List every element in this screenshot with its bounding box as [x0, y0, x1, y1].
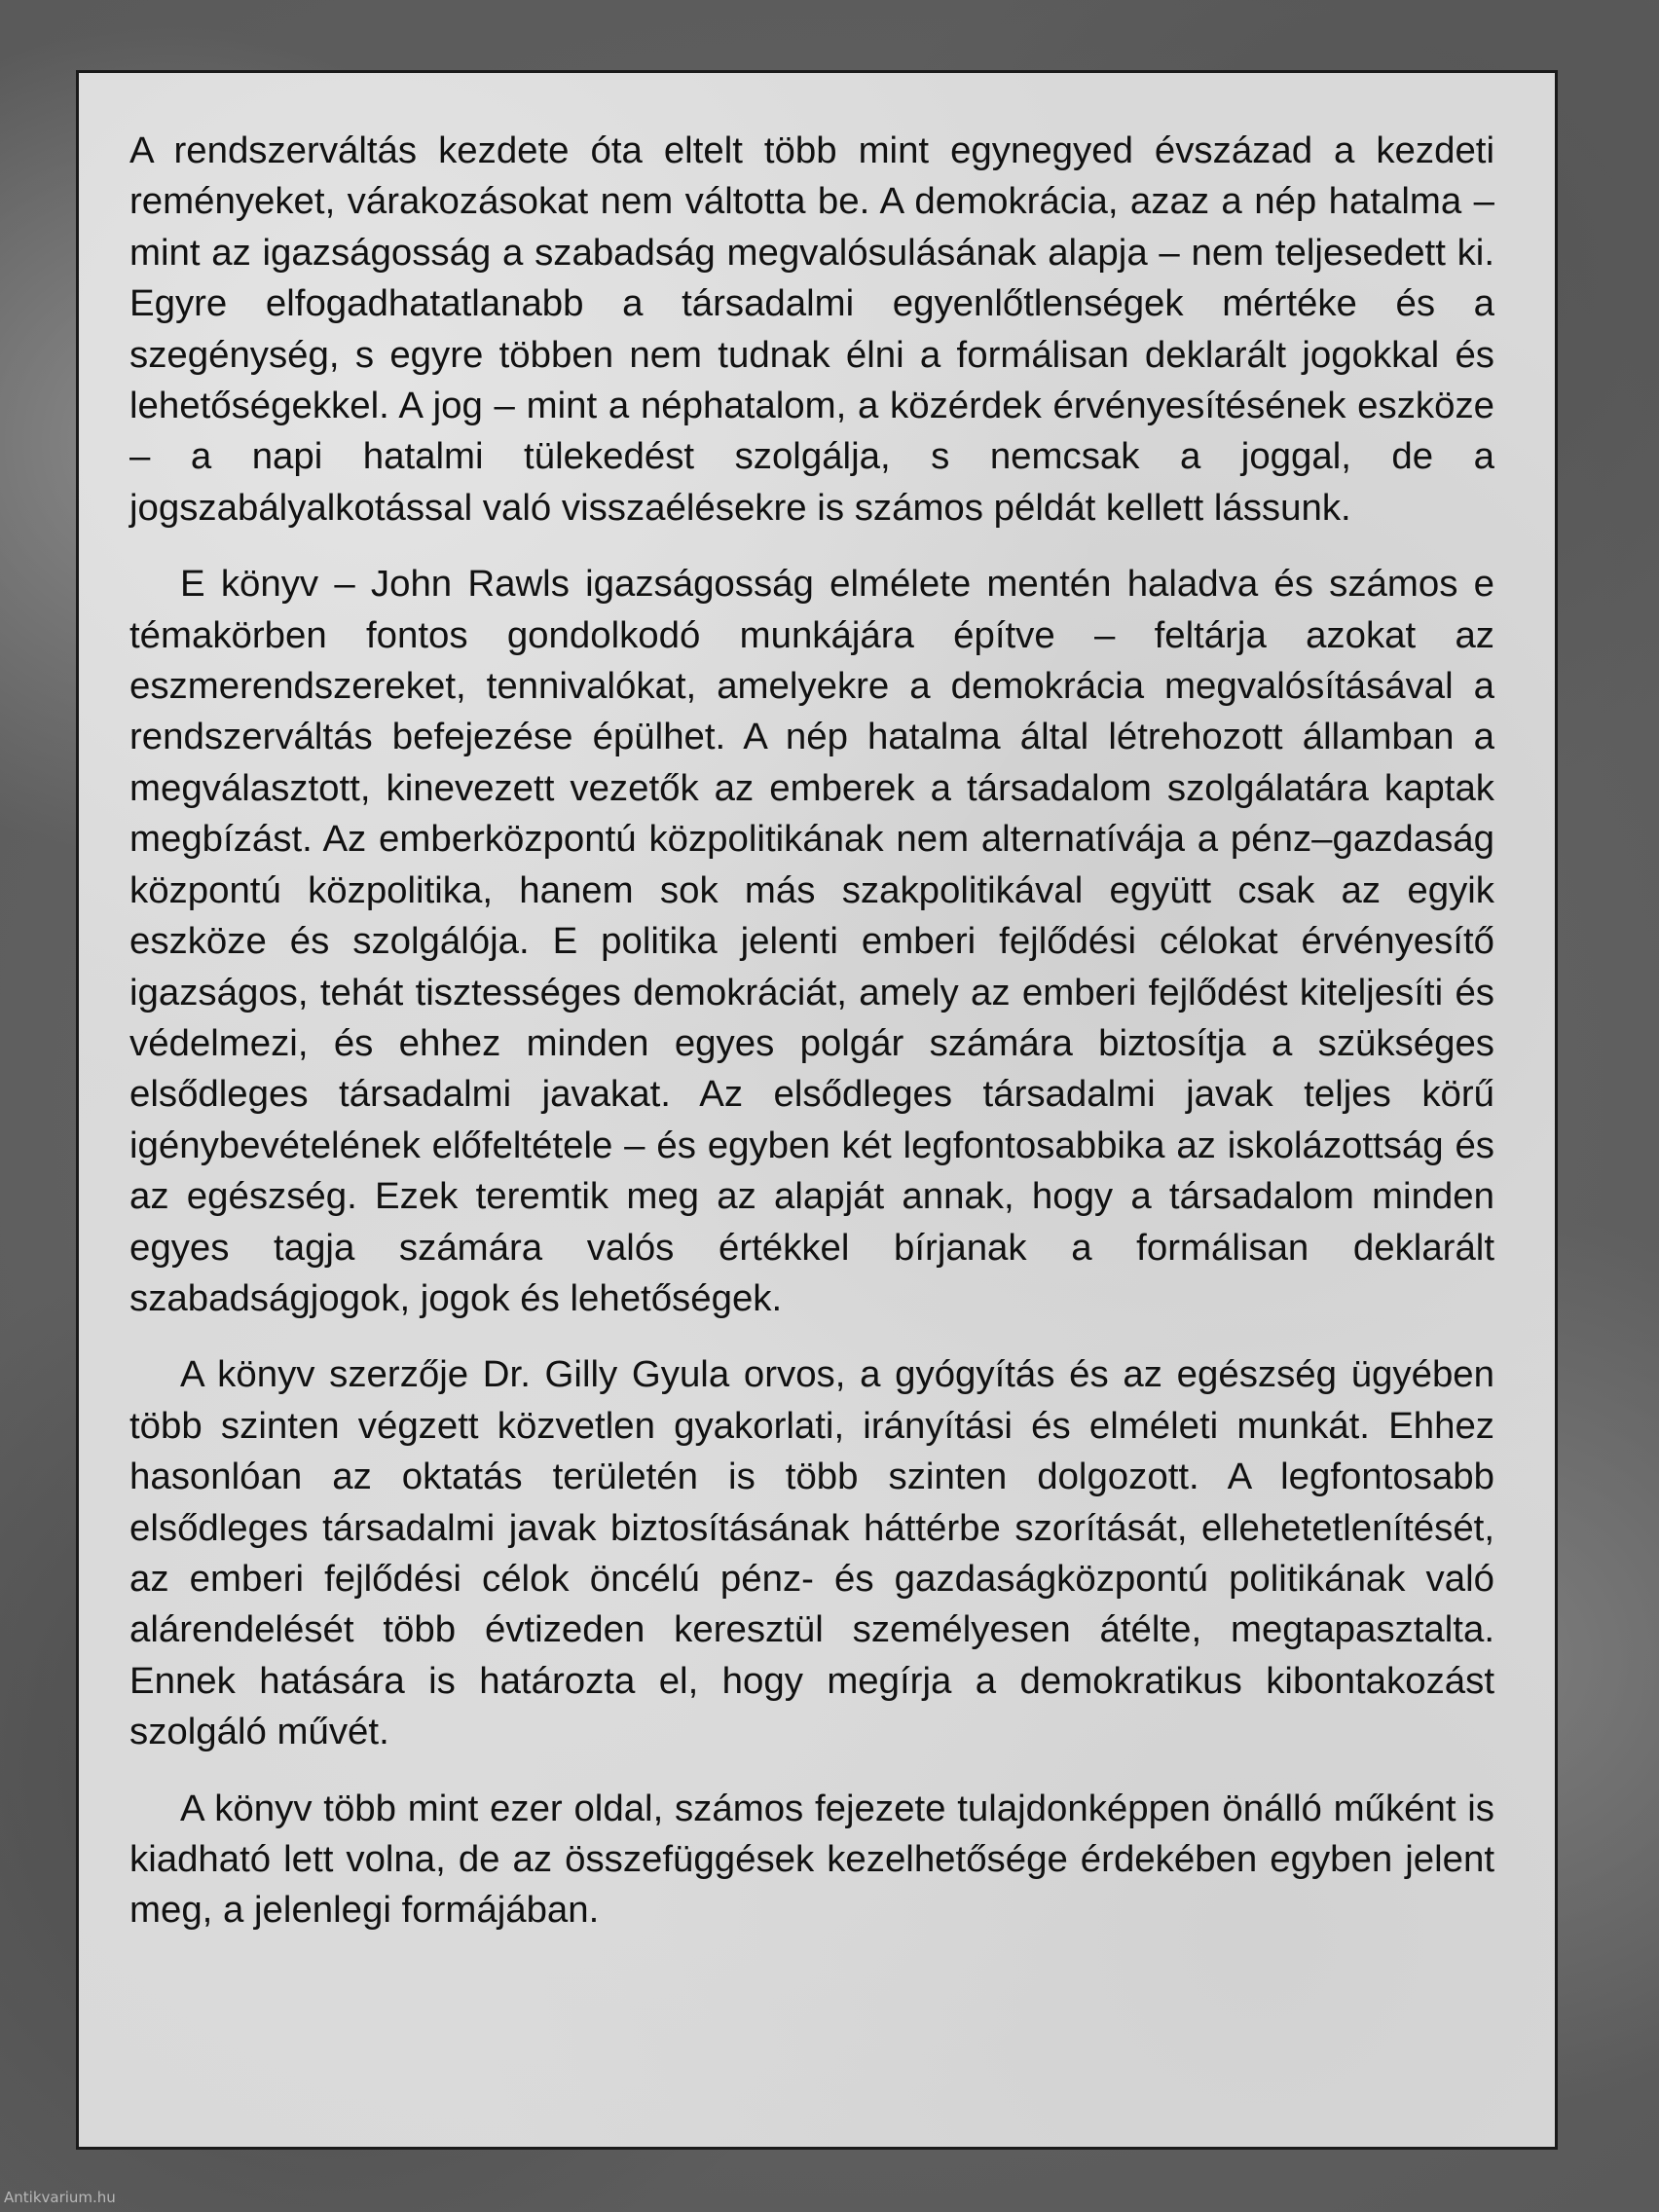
watermark: Antikvarium.hu	[4, 2189, 116, 2206]
paragraph-1: A rendszerváltás kezdete óta eltelt több mint egynegyed évszázad a kezdeti reményeket, várakozásokat nem váltotta be. A demokrácia, azaz a nép hatalma – mint az igazságosság a szabadság megvalósulásának alapja – nem teljesedett ki. Egyre elfogadhatatlanabb a társadalmi egyenlőtlenségek mértéke és a szegénység, s egyre többen nem tudnak élni a formálisan deklarált jogokkal és lehetőségekkel. A jog – mint a néphatalom, a közérdek érvényesítésének eszköze – a napi hatalmi tülekedést szolgálja, s nemcsak a joggal, de a jogszabályalkotással való visszaélésekre is számos példát kellett lássunk.	[129, 129, 1494, 529]
paragraph-4: A könyv több mint ezer oldal, számos fejezete tulajdonképpen önálló műként is kiadható lett volna, de az összefüggések kezelhetősége érdekében egyben jelent meg, a jelenlegi formájában.	[129, 1787, 1494, 1932]
paragraph-3: A könyv szerzője Dr. Gilly Gyula orvos, a gyógyítás és az egészség ügyében több szinten végzett közvetlen gyakorlati, irányítási és elméleti munkát. Ehhez hasonlóan az oktatás területén is több szinten dolgozott. A legfontosabb elsődleges társadalmi javak biztosításának háttérbe szorítását, ellehetetlenítését, az emberi fejlődési célok öncélú pénz- és gazdaságközpontú politikának való alárendelését több évtizeden keresztül személyesen átélte, megtapasztalta. Ennek hatására is határozta el, hogy megírja a demokratikus kibontakozást szolgáló művét.	[129, 1353, 1494, 1753]
back-cover-text-panel	[76, 70, 1558, 2150]
paragraph-2: E könyv – John Rawls igazságosság elmélete mentén haladva és számos e témakörben fontos gondolkodó munkájára építve – feltárja azokat az eszmerendszereket, tennivalókat, amelyekre a demokrácia megvalósításával a rendszerváltás befejezése épülhet. A nép hatalma által létrehozott államban a megválasztott, kinevezett vezetők az emberek a társadalom szolgálatára kaptak megbízást. Az emberközpontú közpolitikának nem alternatívája a pénz–gazdaság központú közpolitika, hanem sok más szakpolitikával együtt csak az egyik eszköze és szolgálója. E politika jelenti emberi fejlődési célokat érvényesítő igazságos, tehát tisztességes demokráciát, amely az emberi fejlődést kiteljesíti és védelmezi, és ehhez minden egyes polgár számára biztosítja a szükséges elsődleges társadalmi javakat. Az elsődleges társadalmi javak teljes körű igénybevételének előfeltétele – és egyben két legfontosabbika az iskolázottság és az egészség. Ezek teremtik meg az alapját annak, hogy a társadalom minden egyes tagja számára valós értékkel bírjanak a formálisan deklarált szabadságjogok, jogok és lehetőségek.	[129, 563, 1494, 1319]
